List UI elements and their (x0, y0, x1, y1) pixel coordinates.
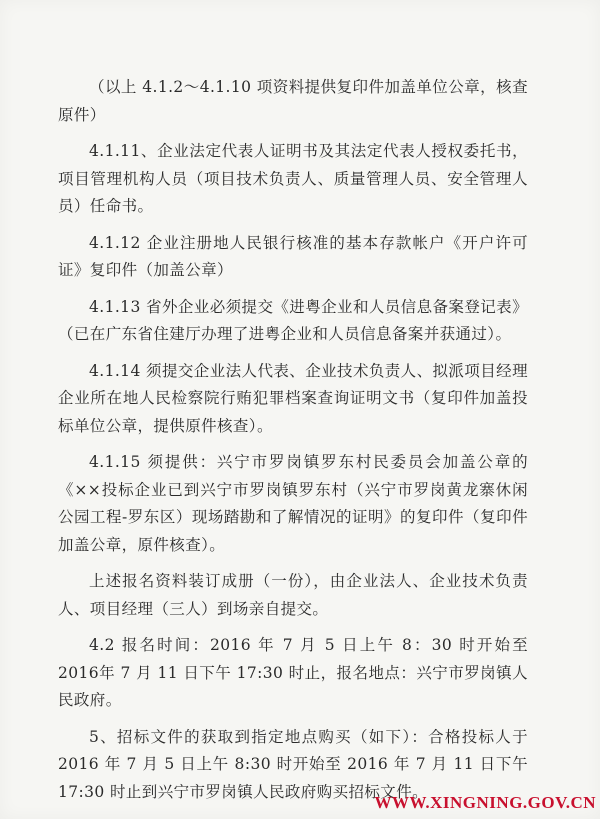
paragraph-3: 4.1.12 企业注册地人民银行核准的基本存款帐户《开户许可证》复印件（加盖公章） (58, 233, 528, 279)
paragraph-8: 4.2 报名时间：2016 年 7 月 5 日上午 8：30 时开始至 2016年 7 月 11 日下午 17:30 时止，报名地点：兴宁市罗岗镇人民政府。 (58, 636, 534, 709)
paragraph-1: （以上 4.1.2～4.1.10 项资料提供复印件加盖单位公章，核查原件） (58, 78, 528, 124)
document-body (58, 74, 534, 815)
paragraph-7: 上述报名资料装订成册（一份），由企业法人、企业技术负责人、项目经理（三人）到场亲自提交。 (58, 572, 528, 618)
paragraph-9: 5、招标文件的获取到指定地点购买（如下）：合格投标人于2016 年 7 月 5 日上午 8:30 时开始至 2016 年 7 月 11 日下午 17:30 时止到兴宁市罗岗镇人民政府购买招标文件。 (58, 727, 534, 801)
paragraph-2: 4.1.11、企业法定代表人证明书及其法定代表人授权委托书，项目管理机构人员（项目技术负责人、质量管理人员、安全管理人员）任命书。 (58, 142, 528, 215)
paragraph-6: 4.1.15 须提供：兴宁市罗岗镇罗东村民委员会加盖公章的《××投标企业已到兴宁市罗岗镇罗东村（兴宁市罗岗黄龙寨休闲公园工程-罗东区）现场踏勘和了解情况的证明》的复印件（复印件加盖公章，原件核查）。 (58, 453, 528, 554)
paragraph-4: 4.1.13 省外企业必须提交《进粤企业和人员信息备案登记表》（已在广东省住建厅办理了进粤企业和人员信息备案并获通过）。 (58, 297, 528, 343)
paragraph-5: 4.1.14 须提交企业法人代表、企业技术负责人、拟派项目经理企业所在地人民检察院行贿犯罪档案查询证明文书（复印件加盖投标单位公章，提供原件核查）。 (58, 361, 528, 435)
site-watermark: WWW.XINGNING.GOV.CN (374, 793, 596, 812)
